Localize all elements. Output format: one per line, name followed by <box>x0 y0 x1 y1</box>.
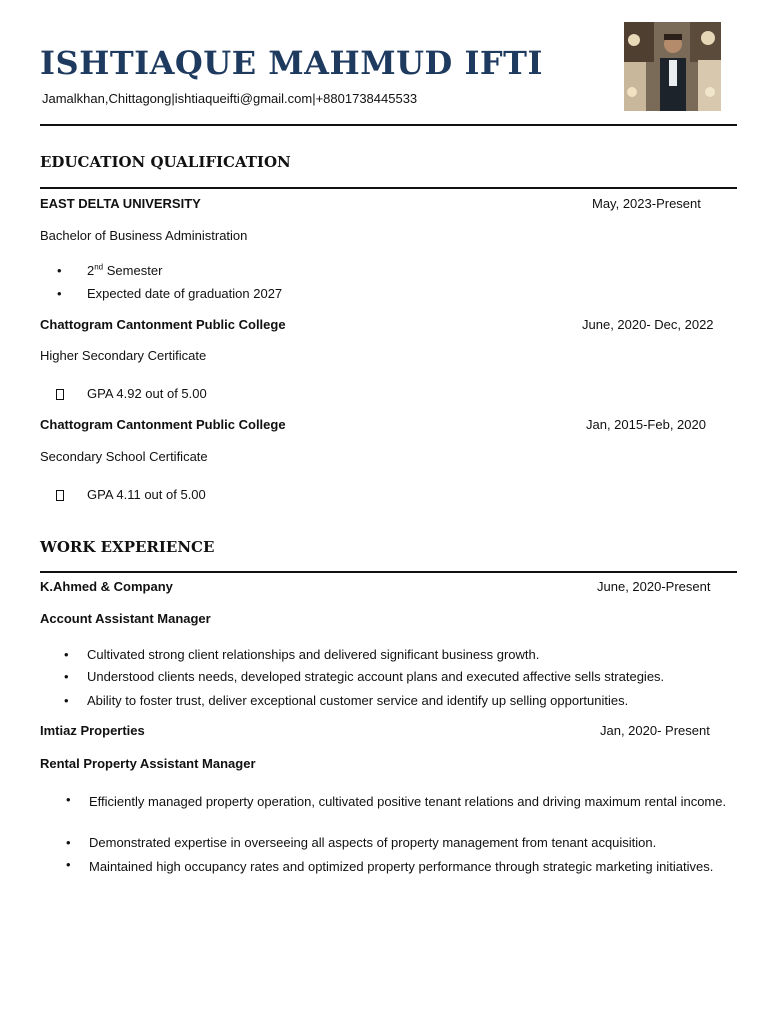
edu-1-detail: Expected date of graduation 2027 <box>87 286 283 301</box>
job-2-date: Jan, 2020- Present <box>600 723 710 738</box>
profile-photo <box>624 22 721 111</box>
edu-3-date: Jan, 2015-Feb, 2020 <box>586 417 706 432</box>
job-1-bullet: Ability to foster trust, deliver exceptional customer service and identify up selling opportunities. <box>87 693 629 708</box>
edu-2-date: June, 2020- Dec, 2022 <box>582 317 714 332</box>
edu-3-institution: Chattogram Cantonment Public College <box>40 417 286 432</box>
edu-1-institution: EAST DELTA UNIVERSITY <box>40 196 201 211</box>
semester-number: 2 <box>87 263 95 278</box>
job-1-date: June, 2020-Present <box>597 579 711 594</box>
edu-3-detail: GPA 4.11 out of 5.00 <box>87 487 206 502</box>
edu-1-semester <box>87 263 162 278</box>
job-1-bullet: Cultivated strong client relationships and delivered significant business growth. <box>87 647 540 662</box>
edu-2-detail: GPA 4.92 out of 5.00 <box>87 386 207 401</box>
edu-2-degree: Higher Secondary Certificate <box>40 348 207 363</box>
bullet-dot-icon: • <box>57 263 62 278</box>
edu-1-date: May, 2023-Present <box>592 196 701 211</box>
job-2-company: Imtiaz Properties <box>40 723 145 738</box>
job-1-bullet: Understood clients needs, developed strategic account plans and executed affective sells strategies. <box>87 669 665 684</box>
bullet-dot-icon: • <box>66 857 71 872</box>
checkbox-glyph-icon <box>56 389 64 400</box>
work-heading: WORK EXPERIENCE <box>40 538 215 556</box>
bullet-dot-icon: • <box>66 835 71 850</box>
job-1-company: K.Ahmed & Company <box>40 579 173 594</box>
job-1-role: Account Assistant Manager <box>40 611 211 626</box>
job-2-bullet: Efficiently managed property operation, cultivated positive tenant relations and driving maximum rental income. <box>89 794 727 809</box>
job-2-bullet: Maintained high occupancy rates and optimized property performance through strategic marketing initiatives. <box>89 859 714 874</box>
edu-3-degree: Secondary School Certificate <box>40 449 208 464</box>
bullet-dot-icon: • <box>64 669 69 684</box>
bullet-dot-icon: • <box>64 647 69 662</box>
job-2-role: Rental Property Assistant Manager <box>40 756 256 771</box>
semester-superscript: nd <box>94 262 104 272</box>
candidate-name: ISHTIAQUE MAHMUD IFTI <box>40 44 543 82</box>
edu-2-institution: Chattogram Cantonment Public College <box>40 317 286 332</box>
bullet-dot-icon: • <box>64 693 69 708</box>
bullet-dot-icon: • <box>66 792 71 807</box>
edu-1-degree: Bachelor of Business Administration <box>40 228 248 243</box>
bullet-dot-icon: • <box>57 286 62 301</box>
education-heading: EDUCATION QUALIFICATION <box>40 153 291 171</box>
header-divider <box>40 124 737 126</box>
contact-line: Jamalkhan,Chittagong|ishtiaqueifti@gmail.com|+8801738445533 <box>42 91 418 106</box>
job-2-bullet: Demonstrated expertise in overseeing all aspects of property management from tenant acquisition. <box>89 835 657 850</box>
work-divider <box>40 571 737 573</box>
semester-text: Semester <box>106 263 163 278</box>
checkbox-glyph-icon <box>56 490 64 501</box>
education-divider <box>40 187 737 189</box>
